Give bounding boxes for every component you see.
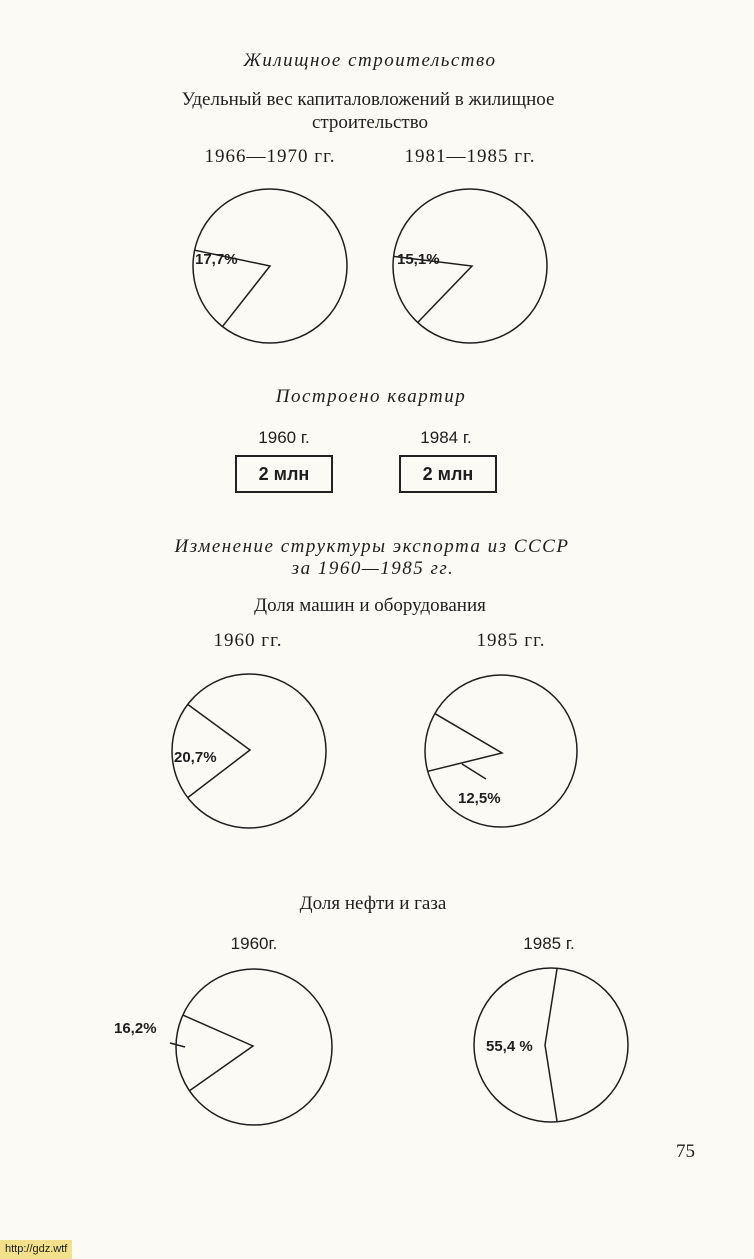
- apartments-value-1984: 2 млн: [422, 463, 474, 484]
- pie-title-oil-1985: 1985 г.: [523, 934, 575, 953]
- export-section-title-line2: за 1960—1985 гг.: [291, 558, 455, 579]
- pie-oil-1960-slice-boundary: [183, 1015, 253, 1091]
- pie-oil-1985-slice-boundary: [545, 969, 557, 1121]
- machines-subtitle: Доля машин и оборудования: [254, 595, 486, 616]
- pie-machines-1960-slice-label: 20,7%: [174, 749, 217, 766]
- pie-title-1966-1970: 1966—1970 гг.: [204, 146, 336, 167]
- apartments-year-1984: 1984 г.: [420, 428, 472, 447]
- pie-housing-1981-1985-slice-label: 15,1%: [397, 251, 440, 268]
- pie-oil-1960-leader-line: [170, 1043, 185, 1047]
- pie-oil-1985-slice-label: 55,4 %: [486, 1038, 533, 1055]
- pie-oil-1960-circle: [176, 969, 332, 1125]
- apartments-section-title: Построено квартир: [275, 386, 467, 407]
- pie-title-machines-1960: 1960 гг.: [213, 630, 283, 651]
- housing-section-title: Жилищное строительство: [243, 50, 497, 71]
- apartments-year-1960: 1960 г.: [258, 428, 310, 447]
- housing-subtitle-line1: Удельный вес капиталовложений в жилищное: [181, 89, 555, 110]
- oil-subtitle: Доля нефти и газа: [299, 893, 447, 914]
- apartments-value-1960: 2 млн: [258, 463, 310, 484]
- pie-title-1981-1985: 1981—1985 гг.: [404, 146, 536, 167]
- pie-machines-1985-circle: [425, 675, 577, 827]
- pie-machines-1985-slice-boundary: [428, 714, 502, 772]
- export-section-title-line1: Изменение структуры экспорта из СССР: [174, 536, 570, 557]
- watermark: http://gdz.wtf: [0, 1240, 72, 1259]
- pie-machines-1985-leader-line: [462, 764, 486, 779]
- pie-title-machines-1985: 1985 гг.: [476, 630, 546, 651]
- housing-subtitle-line2: строительство: [311, 112, 429, 133]
- pie-oil-1960-slice-label: 16,2%: [114, 1020, 157, 1037]
- pie-housing-1966-1970-slice-label: 17,7%: [195, 251, 238, 268]
- pie-title-oil-1960: 1960г.: [230, 934, 278, 953]
- pie-machines-1985-slice-label: 12,5%: [458, 790, 501, 807]
- page-number: 75: [676, 1141, 695, 1162]
